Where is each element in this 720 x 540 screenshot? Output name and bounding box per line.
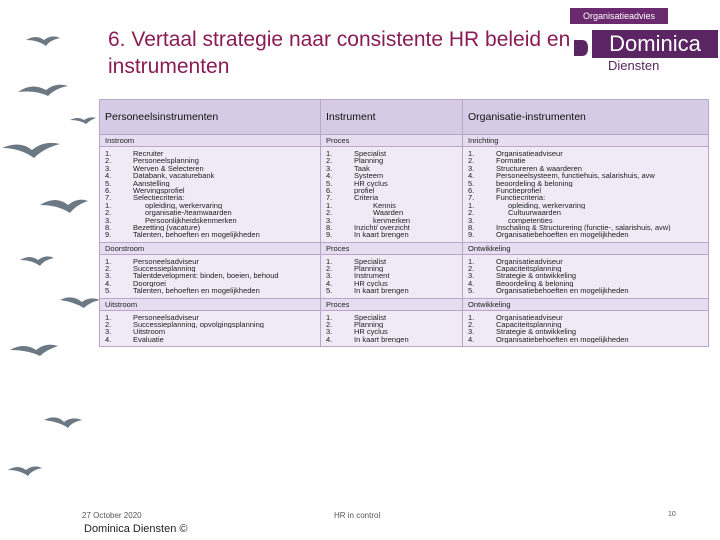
item-number: 2. [468, 157, 475, 165]
item-text: Organisatieadviseur [496, 257, 563, 266]
list-item [326, 157, 460, 164]
item-number: 4. [468, 172, 475, 180]
list-item [326, 150, 460, 157]
item-number: 6. [326, 186, 333, 195]
section-label-organisatie: Inrichting [463, 135, 709, 147]
item-text: Successieplanning [133, 265, 196, 273]
header-organisatie-instrumenten: Organisatie-instrumenten [463, 100, 709, 135]
item-text: Planning [354, 265, 384, 273]
list-item [468, 157, 706, 164]
item-text: competenties [508, 216, 553, 224]
list-item [105, 265, 318, 272]
item-number: 3. [326, 328, 333, 336]
cell-organisatie [463, 310, 709, 347]
section-header-doorstroom [100, 242, 709, 254]
item-number: 6. [105, 186, 112, 195]
list-item [105, 217, 318, 224]
item-number: 2. [468, 209, 475, 217]
cell-instrument [321, 310, 463, 347]
item-list [321, 255, 462, 298]
item-text: Kennis [373, 201, 396, 210]
list-item [105, 272, 318, 279]
item-number: 8. [105, 223, 112, 232]
item-text: Organisatieadviseur [496, 150, 563, 158]
item-number: 2. [326, 321, 333, 329]
table-header-row [100, 100, 709, 135]
list-item [326, 180, 460, 187]
section-header-uitstroom [100, 298, 709, 310]
list-item [105, 328, 318, 335]
item-text: Organisatieadviseur [496, 313, 563, 322]
list-item [468, 328, 706, 335]
item-number: 3. [468, 164, 475, 173]
item-text: Selectiecriteria: [133, 194, 185, 202]
item-text: Structureren & waarderen [496, 164, 582, 173]
cell-instrument [321, 147, 463, 243]
item-text: In kaart brengen [354, 287, 409, 295]
page-title: 6. Vertaal strategie naar consistente HR beleid en instrumenten [108, 28, 571, 78]
list-item [326, 336, 460, 343]
list-item [105, 180, 318, 187]
item-number: 1. [468, 201, 475, 210]
item-text: Successieplanning, opvolgingsplanning [133, 321, 264, 329]
item-number: 9. [326, 231, 333, 239]
item-number: 4. [105, 172, 112, 180]
logo-mark-icon [572, 38, 590, 58]
item-text: Specialist [354, 313, 387, 322]
item-number: 7. [326, 194, 333, 202]
list-item [326, 314, 460, 321]
list-item [468, 187, 706, 194]
section-label-organisatie: Ontwikkeling [463, 298, 709, 310]
list-item [105, 231, 318, 238]
item-text: Personeelsadviseur [133, 257, 199, 266]
list-item [105, 187, 318, 194]
item-text: kenmerken [373, 216, 411, 224]
item-number: 3. [105, 164, 112, 173]
item-text: Talentdevelopment: binden, boeien, behoud [133, 272, 279, 280]
item-number: 2. [326, 265, 333, 273]
cell-organisatie [463, 147, 709, 243]
item-text: Instrument [354, 272, 390, 280]
list-item [468, 321, 706, 328]
item-text: HR cyclus [354, 279, 388, 288]
list-item [105, 194, 318, 201]
item-number: 1. [468, 313, 475, 322]
section-label-personeel: Instroom [100, 135, 321, 147]
item-text: Taak [354, 164, 370, 173]
cell-personeel [100, 254, 321, 298]
item-list [463, 147, 708, 242]
item-number: 3. [105, 272, 112, 280]
list-item [105, 209, 318, 216]
footer-copyright: Dominica Diensten © [84, 523, 188, 535]
list-item [326, 202, 460, 209]
item-text: Organisatiebehoeften en mogelijkheden [496, 231, 629, 239]
list-item [105, 314, 318, 321]
item-number: 1. [105, 150, 112, 158]
list-item [468, 336, 706, 343]
list-item [105, 321, 318, 328]
logo-tagline: Organisatieadvies [570, 8, 668, 24]
list-item [468, 217, 706, 224]
item-list [100, 147, 320, 242]
item-number: 5. [105, 179, 112, 187]
item-number: 2. [105, 321, 112, 329]
item-number: 3. [326, 164, 333, 173]
item-number: 3. [105, 216, 112, 224]
item-text: Specialist [354, 150, 387, 158]
logo [568, 8, 718, 74]
section-label-personeel: Doorstroom [100, 242, 321, 254]
footer-date: 27 October 2020 [82, 511, 142, 520]
list-item [105, 150, 318, 157]
item-text: Organisatiebehoeften en mogelijkheden [496, 287, 629, 295]
list-item [326, 217, 460, 224]
list-item [326, 231, 460, 238]
list-item [326, 265, 460, 272]
item-text: profiel [354, 186, 375, 195]
header-instrument: Instrument [321, 100, 463, 135]
list-item [468, 209, 706, 216]
item-number: 3. [105, 328, 112, 336]
list-item [468, 287, 706, 294]
item-text: Recruiter [133, 150, 164, 158]
list-item [326, 280, 460, 287]
header-personeelsinstrumenten: Personeelsinstrumenten [100, 100, 321, 135]
item-number: 3. [326, 216, 333, 224]
item-text: Databank, vacaturebank [133, 172, 215, 180]
section-label-instrument: Proces [321, 298, 463, 310]
item-number: 5. [326, 287, 333, 295]
list-item [105, 287, 318, 294]
list-item [326, 321, 460, 328]
item-text: Inzicht/ overzicht [354, 223, 410, 232]
item-number: 6. [468, 186, 475, 195]
logo-subtitle: Diensten [608, 58, 660, 73]
item-number: 5. [105, 287, 112, 295]
item-text: Inschaling & Structurering (functie-, salarishuis, avw) [496, 223, 671, 232]
item-text: Organisatiebehoeften en mogelijkheden [496, 335, 629, 344]
section-label-organisatie: Ontwikkeling [463, 242, 709, 254]
list-item [326, 187, 460, 194]
item-text: Capaciteitsplanning [496, 265, 562, 273]
item-text: Criteria [354, 194, 379, 202]
list-item [468, 224, 706, 231]
logo-name: Dominica [592, 30, 718, 58]
list-item [468, 258, 706, 265]
item-text: Wervingsprofiel [133, 186, 185, 195]
item-text: Beoordeling & beloning [496, 279, 574, 288]
list-item [468, 180, 706, 187]
section-body-uitstroom [100, 310, 709, 347]
list-item [105, 224, 318, 231]
list-item [468, 280, 706, 287]
item-text: In kaart brengen [354, 335, 409, 344]
item-number: 8. [468, 223, 475, 232]
item-text: HR cyclus [354, 179, 388, 187]
item-number: 1. [468, 150, 475, 158]
item-text: Capaciteitsplanning [496, 321, 562, 329]
item-number: 5. [468, 287, 475, 295]
item-text: Werven & Selecteren [133, 164, 204, 173]
item-text: Planning [354, 321, 384, 329]
item-text: Functieprofiel [496, 186, 542, 195]
item-number: 2. [468, 265, 475, 273]
section-label-instrument: Proces [321, 135, 463, 147]
item-number: 4. [105, 335, 112, 344]
item-list [321, 311, 462, 347]
item-text: Uitstroom [133, 328, 166, 336]
list-item [468, 265, 706, 272]
item-text: opleiding, werkervaring [508, 201, 586, 210]
item-text: beoordeling & beloning [496, 179, 573, 187]
item-text: Talenten, behoeften en mogelijkheden [133, 231, 260, 239]
list-item [468, 202, 706, 209]
item-list [100, 311, 320, 347]
item-text: Waarden [373, 209, 404, 217]
item-number: 5. [468, 179, 475, 187]
item-list [463, 255, 708, 298]
item-text: Formatie [496, 157, 526, 165]
item-number: 1. [105, 201, 112, 210]
item-number: 2. [105, 265, 112, 273]
list-item [105, 202, 318, 209]
item-number: 2. [105, 209, 112, 217]
item-number: 7. [468, 194, 475, 202]
item-text: Strategie & ontwikkeling [496, 272, 577, 280]
item-number: 4. [105, 279, 112, 288]
list-item [105, 258, 318, 265]
item-text: Doorgroei [133, 279, 166, 288]
item-number: 8. [326, 223, 333, 232]
item-number: 9. [105, 231, 112, 239]
item-number: 2. [326, 157, 333, 165]
item-number: 4. [468, 279, 475, 288]
list-item [468, 165, 706, 172]
list-item [468, 272, 706, 279]
item-number: 1. [326, 257, 333, 266]
item-number: 4. [468, 335, 475, 344]
item-number: 2. [326, 209, 333, 217]
item-number: 2. [468, 321, 475, 329]
item-number: 5. [326, 179, 333, 187]
list-item [468, 172, 706, 179]
list-item [468, 314, 706, 321]
item-text: HR cyclus [354, 328, 388, 336]
item-number: 3. [326, 272, 333, 280]
item-number: 1. [326, 150, 333, 158]
list-item [326, 287, 460, 294]
page-number: 10 [668, 511, 676, 518]
item-text: Personeelsplanning [133, 157, 199, 165]
cell-personeel [100, 310, 321, 347]
item-text: Aanstelling [133, 179, 170, 187]
section-label-personeel: Uitstroom [100, 298, 321, 310]
cell-organisatie [463, 254, 709, 298]
item-number: 4. [326, 335, 333, 344]
list-item [326, 258, 460, 265]
list-item [468, 194, 706, 201]
list-item [326, 165, 460, 172]
list-item [326, 172, 460, 179]
item-number: 1. [105, 313, 112, 322]
list-item [468, 231, 706, 238]
item-text: Personeelsysteem, functiehuis, salarishuis, avw [496, 172, 655, 180]
item-number: 1. [326, 313, 333, 322]
list-item [105, 165, 318, 172]
item-number: 4. [326, 172, 333, 180]
item-number: 1. [326, 201, 333, 210]
item-text: Talenten, behoeften en mogelijkheden [133, 287, 260, 295]
cell-personeel [100, 147, 321, 243]
item-text: organisatie-/teamwaarden [145, 209, 232, 217]
item-list [321, 147, 462, 242]
list-item [105, 336, 318, 343]
item-list [100, 255, 320, 298]
item-number: 1. [468, 257, 475, 266]
item-text: Specialist [354, 257, 387, 266]
list-item [326, 209, 460, 216]
list-item [468, 150, 706, 157]
item-text: Bezetting (vacature) [133, 223, 201, 232]
list-item [326, 272, 460, 279]
item-text: Strategie & ontwikkeling [496, 328, 577, 336]
list-item [326, 224, 460, 231]
item-number: 2. [105, 157, 112, 165]
item-text: Personeelsadviseur [133, 313, 199, 322]
footer-center-text: HR in control [334, 511, 381, 520]
item-number: 3. [468, 328, 475, 336]
hr-instruments-table [99, 99, 709, 347]
list-item [105, 280, 318, 287]
list-item [326, 194, 460, 201]
cell-instrument [321, 254, 463, 298]
item-text: Evaluatie [133, 335, 164, 344]
item-text: Functiecriteria: [496, 194, 546, 202]
item-list [463, 311, 708, 347]
item-text: Cultuurwaarden [508, 209, 561, 217]
item-number: 3. [468, 272, 475, 280]
item-text: opleiding, werkervaring [145, 201, 223, 210]
section-body-doorstroom [100, 254, 709, 298]
item-text: Systeem [354, 172, 384, 180]
item-text: In kaart brengen [354, 231, 409, 239]
item-text: Planning [354, 157, 384, 165]
list-item [105, 157, 318, 164]
section-label-instrument: Proces [321, 242, 463, 254]
list-item [105, 172, 318, 179]
item-number: 4. [326, 279, 333, 288]
item-number: 9. [468, 231, 475, 239]
list-item [326, 328, 460, 335]
section-header-instroom [100, 135, 709, 147]
section-body-instroom [100, 147, 709, 243]
item-number: 1. [105, 257, 112, 266]
item-number: 3. [468, 216, 475, 224]
item-text: Persoonlijkheidskenmerken [145, 216, 237, 224]
item-number: 7. [105, 194, 112, 202]
